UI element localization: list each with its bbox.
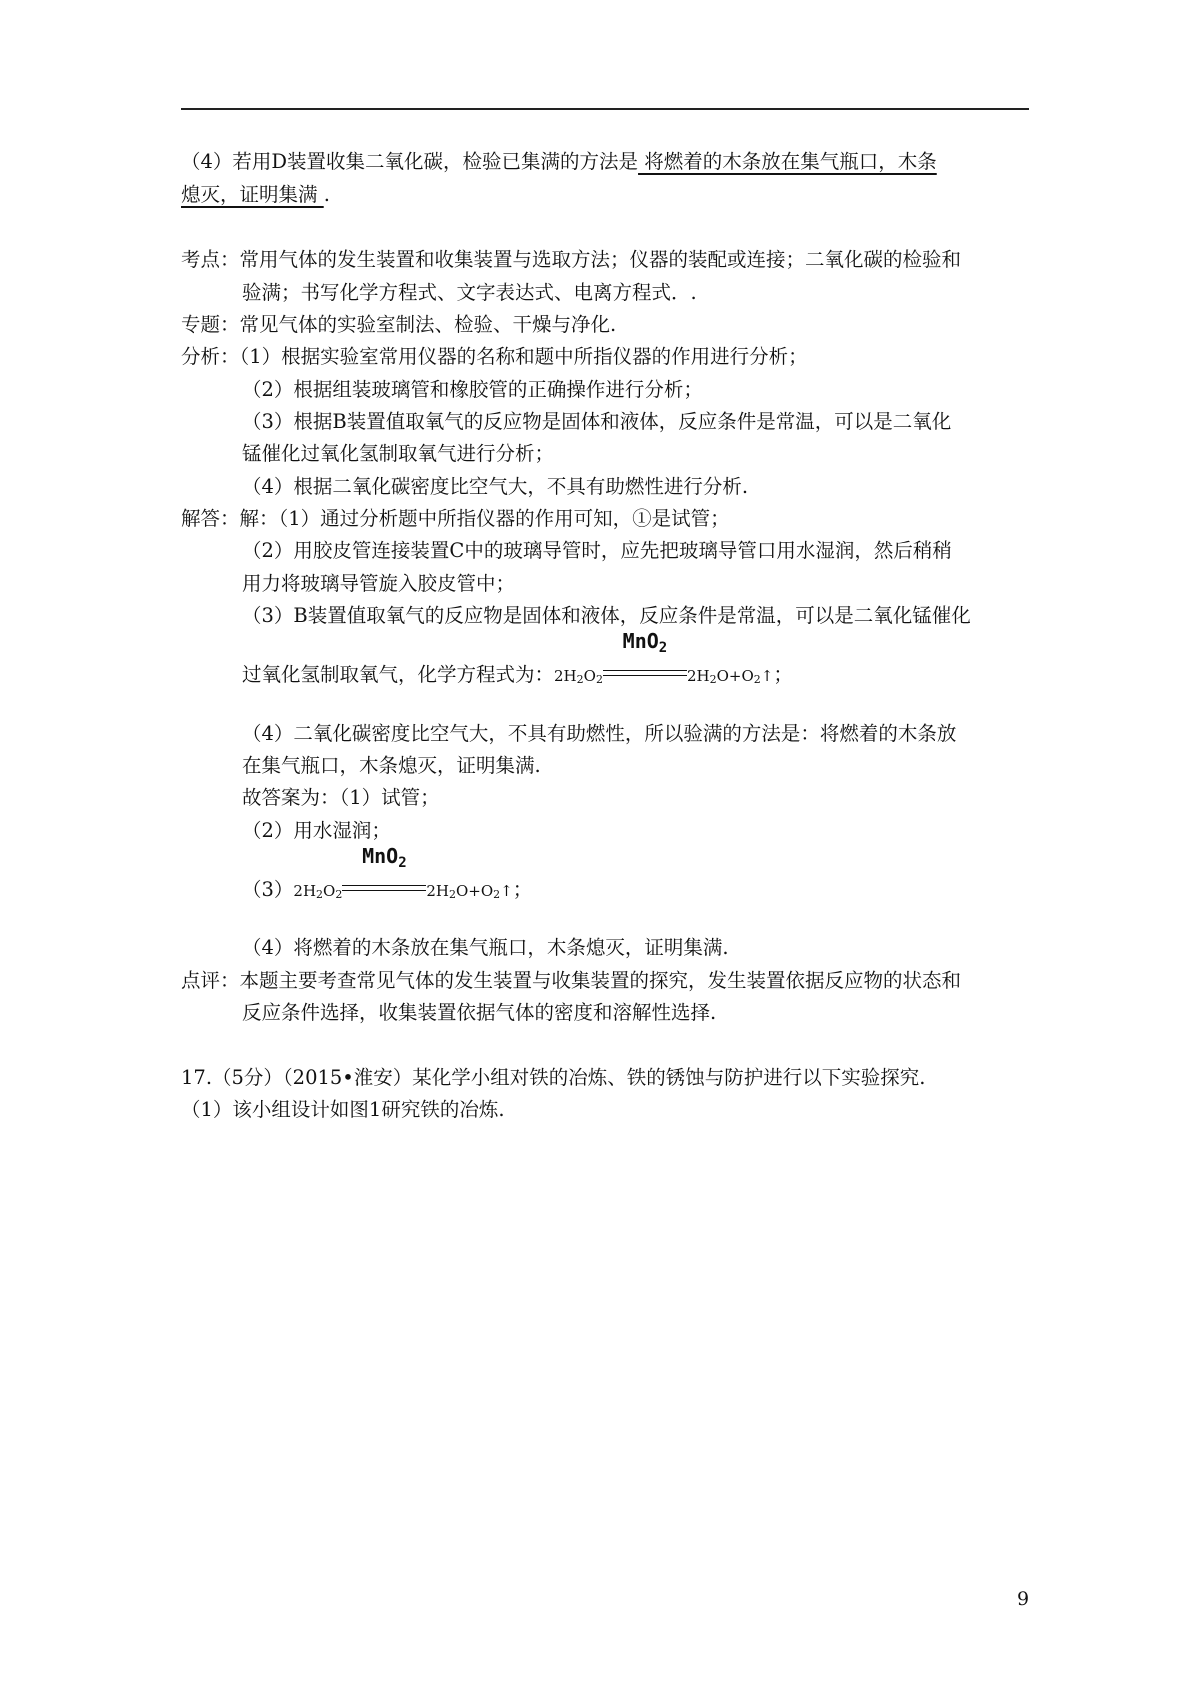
kaodian-line-2: 验满；书写化学方程式、文字表达式、电离方程式．. [242,281,697,304]
jieda-line-3b-equation: 过氧化氢制取氧气，化学方程式为：2H2O2 MnO$_2$ 2H2O+O2↑； [242,629,793,686]
question-17: 17.（5分）（2015•淮安）某化学小组对铁的冶炼、铁的锈蚀与防护进行以下实验探究. [181,1066,926,1089]
question-4-line: （4）若用D装置收集二氧化碳，检验已集满的方法是 将燃着的木条放在集气瓶口，木条 [181,150,937,173]
jieda-line-4b: 在集气瓶口，木条熄灭，证明集满. [242,754,541,777]
eq-catalyst: MnO$_2$ [622,629,668,656]
answer-4: （4）将燃着的木条放在集气瓶口，木条熄灭，证明集满. [242,936,729,959]
kaodian-line-1: 考点：常用气体的发生装置和收集装置与选取方法；仪器的装配或连接；二氧化碳的检验和 [181,248,962,271]
dianping-line-1: 点评：本题主要考查常见气体的发生装置与收集装置的探究，发生装置依据反应物的状态和 [181,969,962,992]
dianping-line-2: 反应条件选择，收集装置依据气体的密度和溶解性选择. [242,1001,717,1024]
page-number: 9 [1017,1588,1030,1610]
answer-3-equation: （3）2H2O2 MnO$_2$ 2H2O+O2↑； [242,844,533,901]
jieda-line-3: （3）B装置值取氧气的反应物是固体和液体，反应条件是常温，可以是二氧化锰催化 [242,604,971,627]
header-rule [181,108,1029,110]
eq-lhs: 2H2O2 [554,667,603,686]
jieda-line-2: （2）用胶皮管连接装置C中的玻璃导管时，应先把玻璃导管口用水湿润，然后稍稍 [242,539,952,562]
fenxi-line-2: （2）根据组装玻璃管和橡胶管的正确操作进行分析； [242,378,703,401]
question-17-1: （1）该小组设计如图1研究铁的冶炼. [181,1098,505,1121]
answer-2: （2）用水湿润； [242,819,391,842]
jieda-line-2b: 用力将玻璃导管旋入胶皮管中； [242,572,516,595]
fenxi-line-4: （4）根据二氧化碳密度比空气大，不具有助燃性进行分析. [242,475,749,498]
question-4-line-2: 熄灭，证明集满 . [181,183,330,206]
answer-head: 故答案为：（1）试管； [242,786,440,809]
eq-rhs: 2H2O+O2↑ [686,667,774,686]
fenxi-line-1: 分析：（1）根据实验室常用仪器的名称和题中所指仪器的作用进行分析； [181,345,808,368]
fenxi-line-3: （3）根据B装置值取氧气的反应物是固体和液体，反应条件是常温，可以是二氧化 [242,410,952,433]
eq-arrow [603,670,687,676]
fenxi-line-3b: 锰催化过氧化氢制取氧气进行分析； [242,442,555,465]
jieda-line-4: （4）二氧化碳密度比空气大，不具有助燃性，所以验满的方法是：将燃着的木条放 [242,722,957,745]
zhuanti-line: 专题：常见气体的实验室制法、检验、干燥与净化. [181,313,617,336]
jieda-line-1: 解答：解：（1）通过分析题中所指仪器的作用可知，①是试管； [181,507,730,530]
